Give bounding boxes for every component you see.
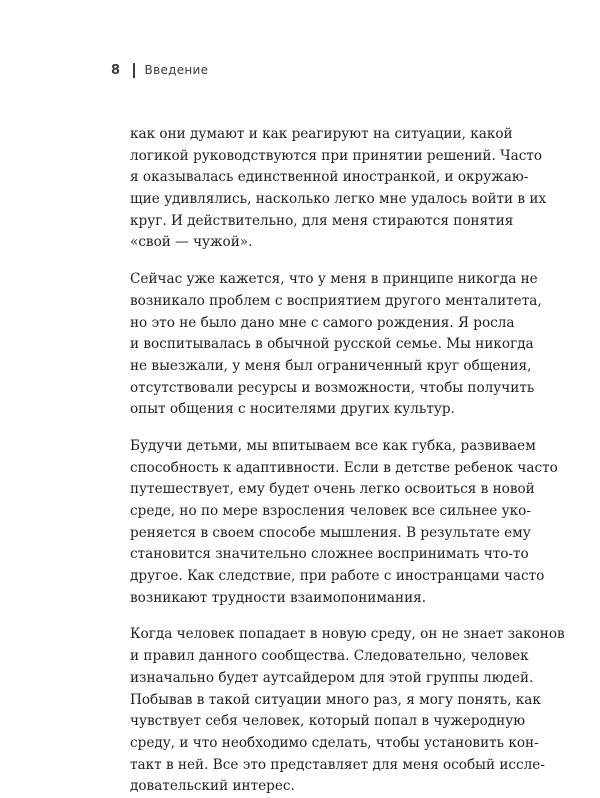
text-line: «свой — чужой». bbox=[130, 234, 253, 251]
section-title: Введение bbox=[144, 63, 209, 77]
text-line: изначально будет аутсайдером для этой группы людей. bbox=[130, 669, 534, 686]
text-line: такт в ней. Все это представляет для меня особый иссле- bbox=[130, 756, 545, 773]
paragraph bbox=[130, 269, 542, 421]
text-line: среде, но по мере взросления человек все сильнее уко- bbox=[130, 503, 531, 519]
body-text bbox=[130, 124, 565, 798]
text-line: Побывав в такой ситуации много раз, я могу понять, как bbox=[130, 691, 541, 708]
header-divider bbox=[133, 63, 135, 78]
text-line: круг. И действительно, для меня стираются понятия bbox=[130, 212, 514, 229]
text-line: путешествует, ему будет очень легко освоиться в новой bbox=[130, 481, 535, 498]
paragraph bbox=[130, 624, 565, 798]
text-line: и правил данного сообщества. Следовательно, человек bbox=[130, 648, 529, 665]
text-line: возникало проблем с восприятием другого менталитета, bbox=[130, 292, 542, 309]
text-line: способность к адаптивности. Если в детстве ребенок часто bbox=[130, 459, 558, 476]
running-head bbox=[111, 60, 208, 80]
text-line: другое. Как следствие, при работе с иностранцами часто bbox=[130, 568, 545, 585]
page-number: 8 bbox=[111, 62, 121, 78]
text-line: не выезжали, у меня был ограниченный круг общения, bbox=[130, 357, 532, 374]
text-line: но это не было дано мне с самого рождения. Я росла bbox=[130, 314, 515, 331]
text-line: опыт общения с носителями других культур. bbox=[130, 401, 455, 418]
text-line: реняется в своем способе мышления. В результате ему bbox=[130, 524, 531, 541]
text-line: логикой руководствуются при принятии решений. Часто bbox=[130, 147, 543, 164]
text-line: Когда человек попадает в новую среду, он не знает законов bbox=[130, 626, 565, 643]
text-line: становится значительно сложнее воспринимать что-то bbox=[130, 546, 529, 563]
paragraph bbox=[130, 436, 558, 610]
text-line: я оказывалась единственной иностранкой, и окружаю- bbox=[130, 169, 529, 186]
text-line: среду, и что необходимо сделать, чтобы установить кон- bbox=[130, 734, 539, 751]
text-line: отсутствовали ресурсы и возможности, чтобы получить bbox=[130, 379, 535, 396]
text-line: Сейчас уже кажется, что у меня в принципе никогда не bbox=[130, 271, 538, 288]
text-line: возникают трудности взаимопонимания. bbox=[130, 589, 427, 606]
text-line: довательский интерес. bbox=[130, 778, 295, 795]
text-line: и воспитывалась в обычной русской семье. Мы никогда bbox=[130, 336, 534, 353]
text-line: Будучи детьми, мы впитываем все как губка, развиваем bbox=[130, 437, 536, 454]
text-line: чувствует себя человек, который попал в чужеродную bbox=[130, 713, 526, 730]
text-line: как они думают и как реагируют на ситуации, какой bbox=[130, 126, 513, 142]
text-line: щие удивлялись, насколько легко мне удалось войти в их bbox=[130, 191, 547, 208]
paragraph bbox=[130, 124, 547, 254]
